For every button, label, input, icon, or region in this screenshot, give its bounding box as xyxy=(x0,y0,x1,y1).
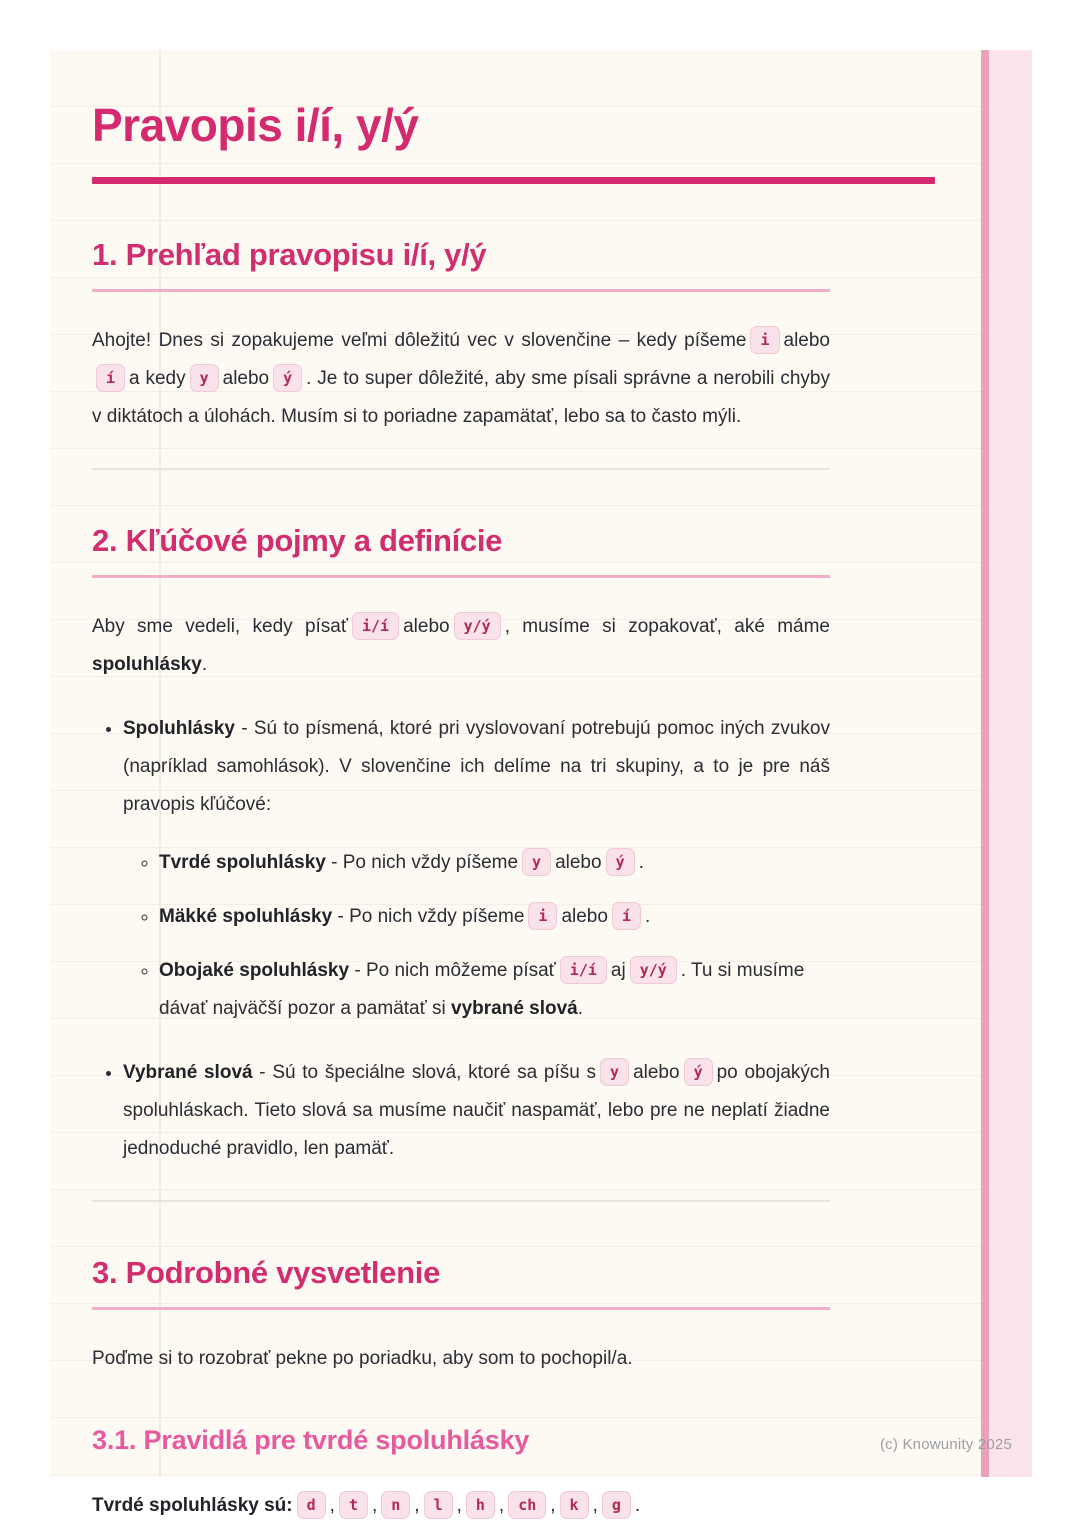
bold-term: Vybrané slová xyxy=(123,1061,253,1083)
inline-code-chip: k xyxy=(560,1491,589,1519)
list-item-ambiguous-consonants: ◦ Obojaké spoluhlásky - Po nich môžeme písať i/í aj y/ý . Tu si musíme dávať najväčší pozor a pamätať si vybrané slová. xyxy=(159,952,830,1028)
section-divider xyxy=(92,1200,830,1202)
inline-code-chip: í xyxy=(96,364,125,392)
inline-code-chip: y/ý xyxy=(630,956,677,984)
title-rule xyxy=(92,177,935,184)
list-item-consonants xyxy=(123,710,830,1028)
section-2-heading: 2. Kľúčové pojmy a definície xyxy=(92,522,830,578)
list-item-soft-consonants: ◦ Mäkké spoluhlásky - Po nich vždy píšeme i alebo í . xyxy=(159,898,830,936)
inline-code-chip: y xyxy=(190,364,219,392)
side-stripe xyxy=(981,50,1032,1477)
consonants-definition: Spoluhlásky - Sú to písmená, ktoré pri vyslovovaní potrebujú pomoc iných zvukov (napríklad samohlások). V slovenčine ich delíme na tri skupiny, a to je pre náš pravopis kľúčové: xyxy=(123,717,830,815)
bold-term: vybrané slová xyxy=(451,997,578,1019)
bold-term: Obojaké spoluhlásky xyxy=(159,959,350,981)
inline-code-chip: i/í xyxy=(560,956,607,984)
section-3-heading: 3. Podrobné vysvetlenie xyxy=(92,1254,830,1310)
inline-code-chip: ý xyxy=(273,364,302,392)
overview-intro-paragraph: Ahojte! Dnes si zopakujeme veľmi dôležitú vec v slovenčine – kedy píšeme i aleboí a kedy y alebo ý . Je to super dôležité, aby sme písali správne a nerobili chyby v diktátoch a úlohách. Musím si to poriadne zapamätať, lebo sa to často mýli. xyxy=(92,322,830,436)
inline-code-chip: g xyxy=(602,1491,631,1519)
bold-term: Tvrdé spoluhlásky xyxy=(159,851,326,873)
inline-code-chip: y xyxy=(600,1058,629,1086)
inline-code-chip: ý xyxy=(606,848,635,876)
subsection-3-1-heading: 3.1. Pravidlá pre tvrdé spoluhlásky xyxy=(92,1425,530,1456)
bold-term: Spoluhlásky xyxy=(123,717,235,739)
bold-term: Mäkké spoluhlásky xyxy=(159,905,333,927)
inline-code-chip: n xyxy=(381,1491,410,1519)
consonant-types-sublist xyxy=(123,844,830,1028)
inline-code-chip: í xyxy=(612,902,641,930)
key-terms-intro-paragraph: Aby sme vedeli, kedy písať i/í alebo y/ý , musíme si zopakovať, aké máme spoluhlásky. xyxy=(92,608,830,684)
bold-term: spoluhlásky xyxy=(92,653,202,675)
inline-code-chip: i xyxy=(750,326,779,354)
inline-code-chip: y xyxy=(522,848,551,876)
document-content xyxy=(50,50,830,1525)
bold-term: Tvrdé spoluhlásky sú: xyxy=(92,1494,293,1516)
inline-code-chip: t xyxy=(339,1491,368,1519)
hard-consonants-paragraph: Tvrdé spoluhlásky sú: d , t , n , l , h , ch , k , g . xyxy=(92,1487,830,1525)
document-page xyxy=(50,50,1032,1516)
copyright-footer: (c) Knowunity 2025 xyxy=(879,1436,1012,1453)
inline-code-chip: l xyxy=(424,1491,453,1519)
section-1-heading: 1. Prehľad pravopisu i/í, y/ý xyxy=(92,236,830,292)
inline-code-chip: y/ý xyxy=(454,612,501,640)
page-title: Pravopis i/í, y/ý xyxy=(92,99,419,151)
inline-code-chip: i xyxy=(528,902,557,930)
term-list xyxy=(92,710,830,1168)
list-item-hard-consonants: ◦ Tvrdé spoluhlásky - Po nich vždy píšeme y alebo ý . xyxy=(159,844,830,882)
inline-code-chip: ch xyxy=(508,1491,546,1519)
inline-code-chip: d xyxy=(297,1491,326,1519)
inline-code-chip: ý xyxy=(684,1058,713,1086)
list-item-selected-words: • Vybrané slová - Sú to špeciálne slová, ktoré sa píšu s y alebo ý po obojakých spoluhláskach. Tieto slová sa musíme naučiť naspamäť, lebo pre ne neplatí žiadne jednoduché pravidlo, len pamäť. xyxy=(123,1054,830,1168)
detail-intro-paragraph: Poďme si to rozobrať pekne po poriadku, aby som to pochopil/a. xyxy=(92,1348,633,1370)
inline-code-chip: i/í xyxy=(352,612,399,640)
inline-code-chip: h xyxy=(466,1491,495,1519)
section-divider xyxy=(92,468,830,470)
